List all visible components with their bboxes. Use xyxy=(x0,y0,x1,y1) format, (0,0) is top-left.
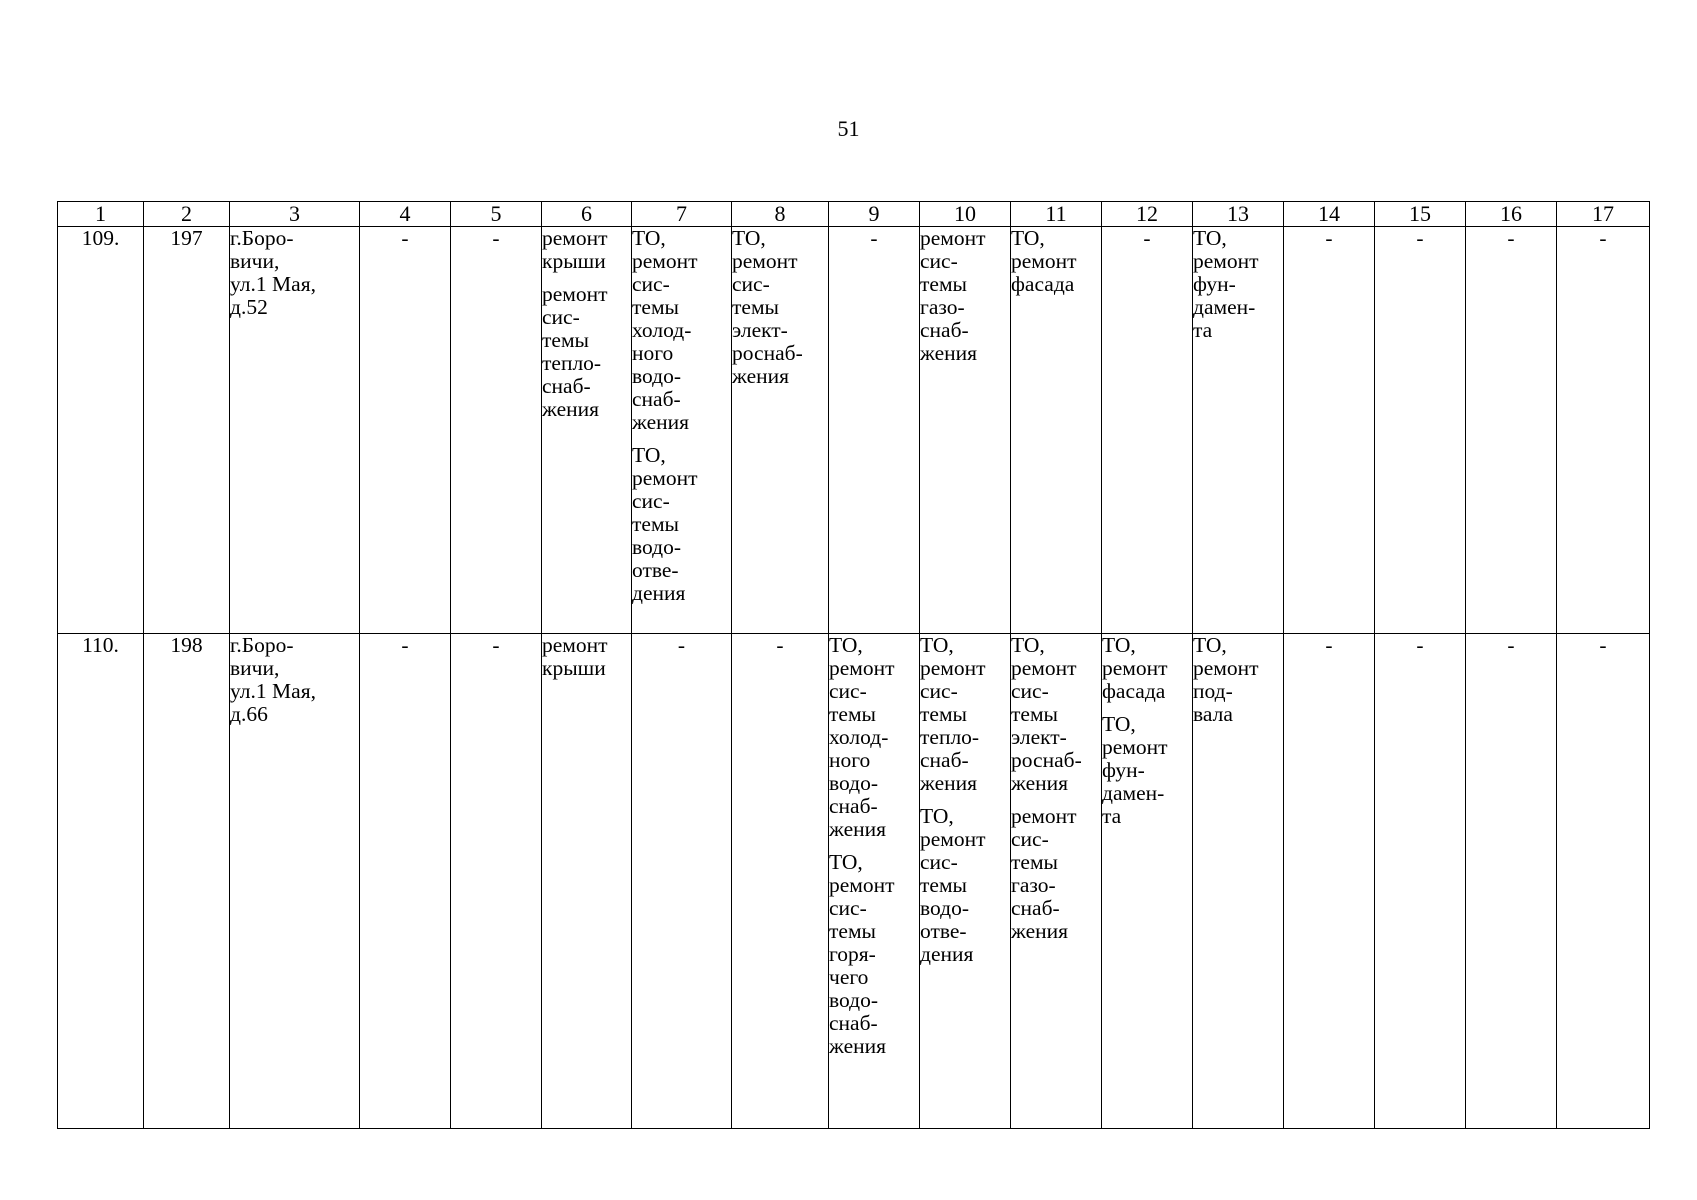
column-header-5: 5 xyxy=(451,202,542,227)
work-item: ТО, ремонт сис- темы элект- роснаб- жения xyxy=(1011,633,1082,795)
column-header-13: 13 xyxy=(1193,202,1284,227)
cell-4: - xyxy=(360,634,451,1129)
cell-6 xyxy=(542,227,632,634)
cell-14: - xyxy=(1284,634,1375,1129)
building-id: 197 xyxy=(144,227,230,634)
work-item: ТО, ремонт фасада xyxy=(1011,226,1077,296)
column-header-7: 7 xyxy=(632,202,732,227)
header-row xyxy=(58,202,1650,227)
cell-10 xyxy=(920,227,1011,634)
cell-9: - xyxy=(829,227,920,634)
column-header-9: 9 xyxy=(829,202,920,227)
work-item: ТО, ремонт фун- дамен- та xyxy=(1102,712,1168,828)
row-number: 110. xyxy=(58,634,144,1129)
building-id: 198 xyxy=(144,634,230,1129)
work-item: ремонт крыши xyxy=(542,633,608,680)
cell-16: - xyxy=(1466,634,1557,1129)
cell-11 xyxy=(1011,634,1102,1129)
cell-8 xyxy=(732,227,829,634)
work-item: ТО, ремонт сис- темы горя- чего водо- снаб- жения xyxy=(829,850,895,1058)
work-item: ремонт сис- темы тепло- снаб- жения xyxy=(542,282,608,421)
cell-15: - xyxy=(1375,634,1466,1129)
work-item: ремонт сис- темы газо- снаб- жения xyxy=(920,226,986,365)
cell-17: - xyxy=(1557,227,1650,634)
cell-17: - xyxy=(1557,634,1650,1129)
address-cell xyxy=(230,227,360,634)
work-item: ТО, ремонт сис- темы водо- отве- дения xyxy=(920,804,986,966)
column-header-16: 16 xyxy=(1466,202,1557,227)
work-item: ТО, ремонт сис- темы холод- ного водо- снаб- жения xyxy=(829,633,895,841)
cell-8: - xyxy=(732,634,829,1129)
cell-5: - xyxy=(451,634,542,1129)
work-item: ТО, ремонт сис- темы элект- роснаб- жения xyxy=(732,226,803,388)
work-item: ТО, ремонт под- вала xyxy=(1193,633,1259,726)
column-header-6: 6 xyxy=(542,202,632,227)
column-header-1: 1 xyxy=(58,202,144,227)
table-row xyxy=(58,227,1650,634)
cell-16: - xyxy=(1466,227,1557,634)
cell-9 xyxy=(829,634,920,1129)
cell-6 xyxy=(542,634,632,1129)
column-header-3: 3 xyxy=(230,202,360,227)
works-table xyxy=(57,201,1650,1129)
work-item: ТО, ремонт сис- темы водо- отве- дения xyxy=(632,443,698,605)
cell-14: - xyxy=(1284,227,1375,634)
cell-12 xyxy=(1102,634,1193,1129)
cell-7 xyxy=(632,227,732,634)
column-header-17: 17 xyxy=(1557,202,1650,227)
cell-13 xyxy=(1193,227,1284,634)
address-cell xyxy=(230,634,360,1129)
cell-4: - xyxy=(360,227,451,634)
page-number: 51 xyxy=(837,116,860,141)
work-item: ТО, ремонт сис- темы тепло- снаб- жения xyxy=(920,633,986,795)
cell-12: - xyxy=(1102,227,1193,634)
row-number: 109. xyxy=(58,227,144,634)
column-header-8: 8 xyxy=(732,202,829,227)
cell-10 xyxy=(920,634,1011,1129)
work-item: ТО, ремонт сис- темы холод- ного водо- снаб- жения xyxy=(632,226,698,434)
column-header-4: 4 xyxy=(360,202,451,227)
address: г.Боро- вичи, ул.1 Мая, д.66 xyxy=(230,633,316,726)
address: г.Боро- вичи, ул.1 Мая, д.52 xyxy=(230,226,316,319)
cell-11 xyxy=(1011,227,1102,634)
cell-15: - xyxy=(1375,227,1466,634)
column-header-11: 11 xyxy=(1011,202,1102,227)
work-item: ТО, ремонт фасада xyxy=(1102,633,1168,703)
column-header-14: 14 xyxy=(1284,202,1375,227)
cell-13 xyxy=(1193,634,1284,1129)
table-row xyxy=(58,634,1650,1129)
column-header-12: 12 xyxy=(1102,202,1193,227)
work-item: ТО, ремонт фун- дамен- та xyxy=(1193,226,1259,342)
cell-5: - xyxy=(451,227,542,634)
column-header-10: 10 xyxy=(920,202,1011,227)
cell-7: - xyxy=(632,634,732,1129)
work-item: ремонт сис- темы газо- снаб- жения xyxy=(1011,804,1077,943)
column-header-2: 2 xyxy=(144,202,230,227)
work-item: ремонт крыши xyxy=(542,226,608,273)
column-header-15: 15 xyxy=(1375,202,1466,227)
